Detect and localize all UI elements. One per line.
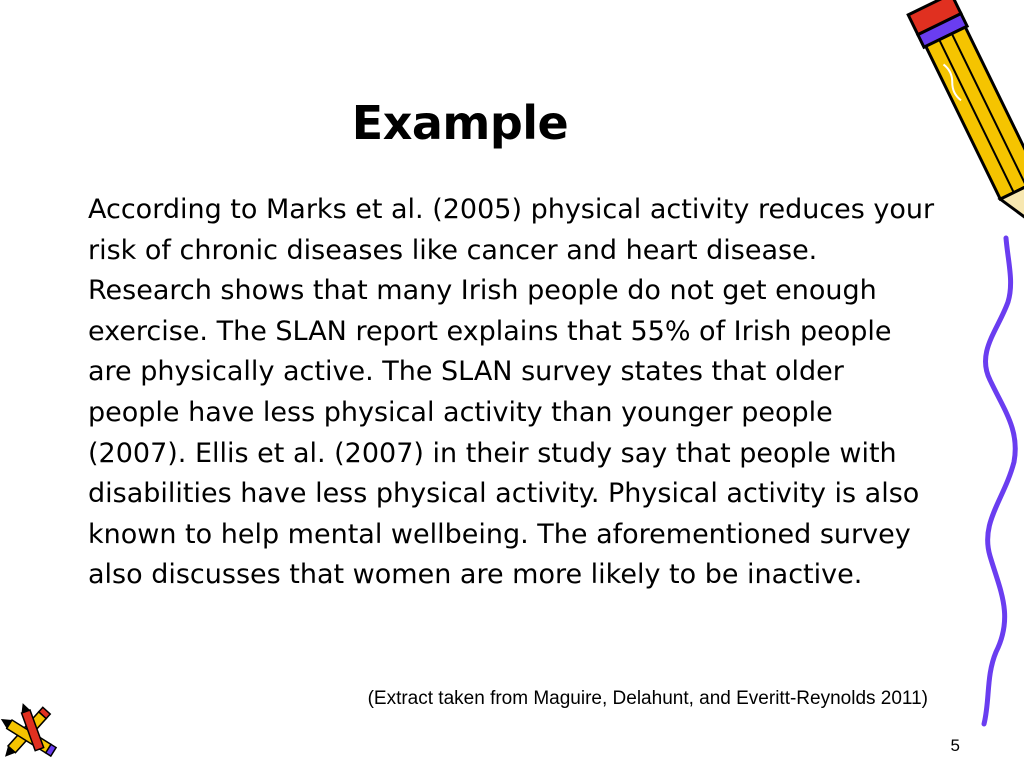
citation: (Extract taken from Maguire, Delahunt, and Everitt-Reynolds 2011) <box>367 688 928 709</box>
page-number: 5 <box>950 736 960 755</box>
squiggle-line <box>984 238 1015 724</box>
slide-body-text: According to Marks et al. (2005) physical activity reduces your risk of chronic diseases like cancer and heart disease. Research shows that many Irish people do not get enough exercise. The SLAN report explains that 55% of Irish people are physically active. The SLAN survey states that older people have less physical activity than younger people (2007). Ellis et al. (2007) in their study say that people with disabilities have less physical activity. Physical activity is also known to help mental wellbeing. The aforementioned survey also discusses that women are more likely to be inactive. <box>88 194 935 591</box>
small-pencils-icon <box>0 700 70 762</box>
slide-title: Example <box>351 96 569 150</box>
pencil-icon <box>858 0 1024 768</box>
